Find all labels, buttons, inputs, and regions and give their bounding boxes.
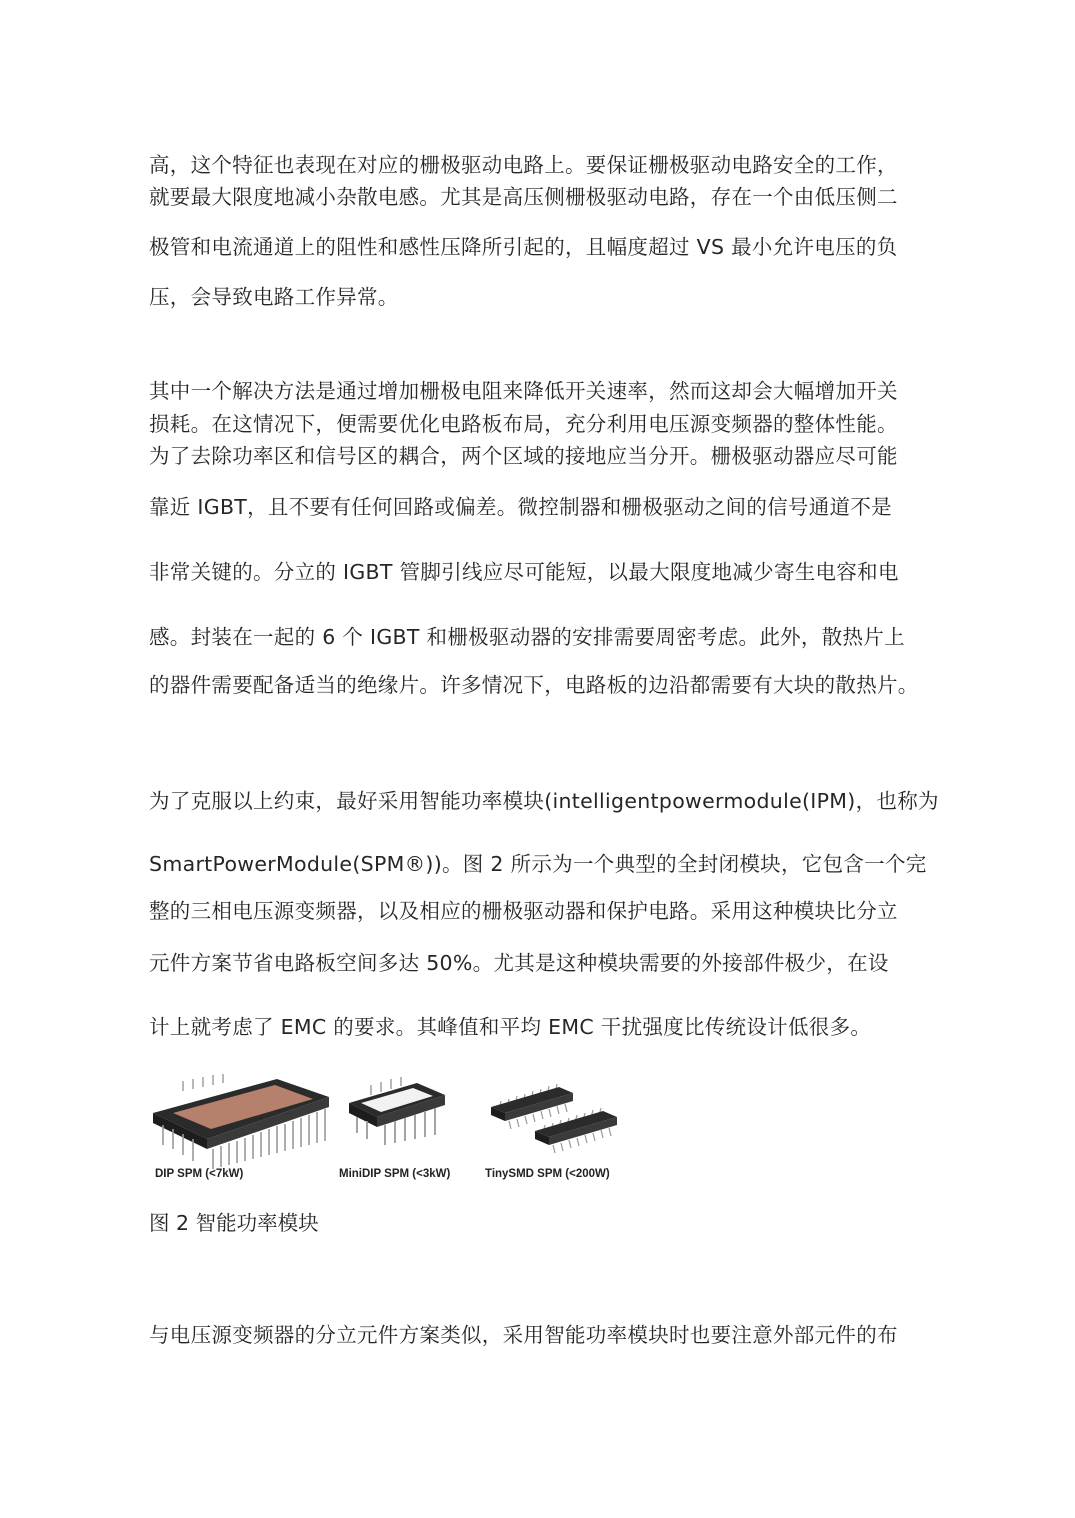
- minidip-spm-label: MiniDIP SPM (<3kW): [339, 1168, 451, 1180]
- dip-spm-label: DIP SPM (<7kW): [155, 1168, 244, 1180]
- paragraph-line: 就要最大限度地减小杂散电感。尤其是高压侧栅极驱动电路，存在一个由低压侧二: [149, 185, 898, 209]
- tinysmd-spm-label: TinySMD SPM (<200W): [485, 1168, 610, 1180]
- paragraph-line: 高，这个特征也表现在对应的栅极驱动电路上。要保证栅极驱动电路安全的工作，: [149, 153, 898, 177]
- paragraph-line: 的器件需要配备适当的绝缘片。许多情况下，电路板的边沿都需要有大块的散热片。: [149, 673, 919, 697]
- paragraph-line: 计上就考虑了 EMC 的要求。其峰值和平均 EMC 干扰强度比传统设计低很多。: [149, 1015, 872, 1039]
- paragraph-line: 非常关键的。分立的 IGBT 管脚引线应尽可能短，以最大限度地减少寄生电容和电: [149, 560, 899, 584]
- paragraph-line: SmartPowerModule(SPM®))。图 2 所示为一个典型的全封闭模块，它包含一个完: [149, 852, 927, 876]
- paragraph-line: 为了去除功率区和信号区的耦合，两个区域的接地应当分开。栅极驱动器应尽可能: [149, 444, 898, 468]
- paragraph-line: 其中一个解决方法是通过增加栅极电阻来降低开关速率，然而这却会大幅增加开关: [149, 379, 898, 403]
- paragraph-line: 整的三相电压源变频器，以及相应的栅极驱动器和保护电路。采用这种模块比分立: [149, 899, 898, 923]
- dip-spm-module-icon: [153, 1074, 329, 1180]
- paragraph-line: 极管和电流通道上的阻性和感性压降所引起的，且幅度超过 VS 最小允许电压的负: [149, 235, 898, 259]
- paragraph-line: 压，会导致电路工作异常。: [149, 285, 399, 309]
- paragraph-line: 元件方案节省电路板空间多达 50%。尤其是这种模块需要的外接部件极少，在设: [149, 951, 889, 975]
- figure-caption: 图 2 智能功率模块: [149, 1211, 319, 1235]
- minidip-spm-module-icon: [339, 1077, 450, 1180]
- tinysmd-spm-module-icon: [485, 1084, 617, 1180]
- paragraph-line: 为了克服以上约束，最好采用智能功率模块(intelligentpowermodule(IPM)，也称为: [149, 789, 939, 813]
- paragraph-line: 损耗。在这情况下，便需要优化电路板布局，充分利用电压源变频器的整体性能。: [149, 412, 898, 436]
- paragraph-line: 感。封装在一起的 6 个 IGBT 和栅极驱动器的安排需要周密考虑。此外，散热片上: [149, 625, 905, 649]
- paragraph-line: 靠近 IGBT，且不要有任何回路或偏差。微控制器和栅极驱动之间的信号通道不是: [149, 495, 892, 519]
- paragraph-line: 与电压源变频器的分立元件方案类似，采用智能功率模块时也要注意外部元件的布: [149, 1323, 898, 1347]
- spm-modules-figure: [149, 1073, 625, 1183]
